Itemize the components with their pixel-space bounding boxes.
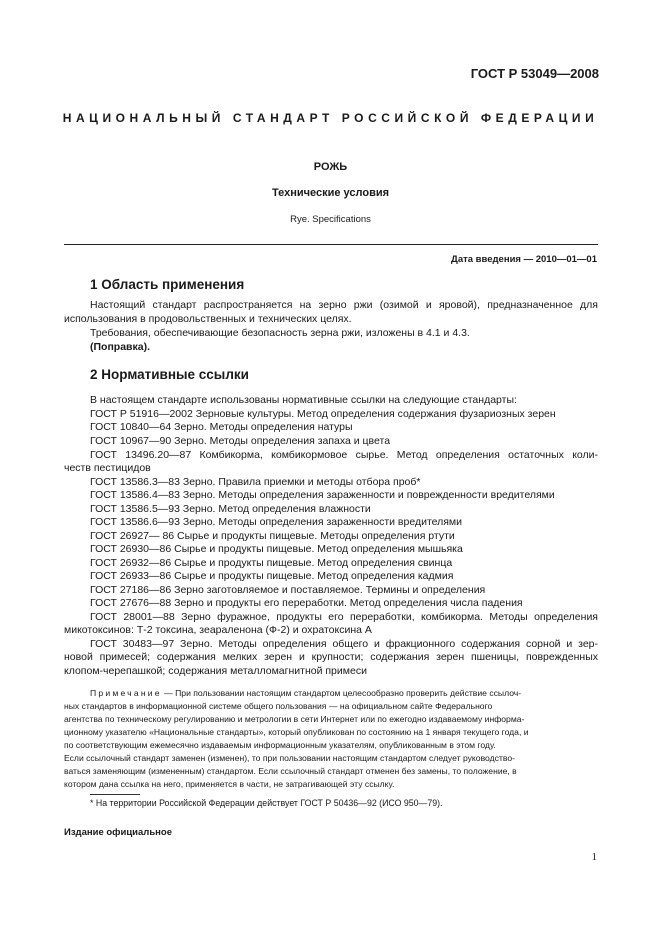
reference-line: ГОСТ 13586.3—83 Зерно. Правила приемки и методы отбора проб* [90,476,421,488]
reference-line: ГОСТ 30483—97 Зерно. Методы определения общего и фракционного содержания сорной и зер- [90,638,598,650]
reference-line: ГОСТ 13586.5—93 Зерно. Метод определения влажности [90,503,371,515]
reference-line: ГОСТ 13586.4—83 Зерно. Методы определения зараженности и поврежденности вредителями [90,489,555,501]
document-code: ГОСТ Р 53049—2008 [470,66,599,81]
note-line: котором дана ссылка на него, применяется в части, не затрагивающей эту ссылку. [64,779,395,789]
footnote: * На территории Российской Федерации действует ГОСТ Р 50436—92 (ИСО 950—79). [90,798,443,808]
national-standard-banner: НАЦИОНАЛЬНЫЙ СТАНДАРТ РОССИЙСКОЙ ФЕДЕРАЦИИ [62,111,599,125]
document-subtitle: Технические условия [271,187,390,199]
note-line: агентства по техническому регулированию и метрологии в сети Интернет или по ежегодно издаваемому информа- [64,714,525,724]
section-2-heading: 2 Нормативные ссылки [90,367,249,382]
reference-line-continued: честв пестицидов [64,462,151,474]
section-1-heading: 1 Область применения [90,277,245,292]
reference-line: ГОСТ 10967—90 Зерно. Методы определения запаха и цвета [90,435,391,447]
reference-line: ГОСТ 13586.6—93 Зерно. Методы определения зараженности вредителями [90,516,463,528]
introduction-date: Дата введения — 2010—01—01 [451,254,597,265]
header-divider [64,244,598,245]
reference-line: ГОСТ 26927— 86 Сырье и продукты пищевые. Методы определения ртути [90,530,455,542]
reference-line-continued: новой примесей; содержания мелких зерен и крупности; содержания зерен пшеницы, поврежденных [64,651,598,663]
note-line: ваться заменяющим (измененным) стандартом. Если ссылочный стандарт отменен без замены, то положение, в [64,766,517,776]
reference-line: ГОСТ 26930—86 Сырье и продукты пищевые. Метод определения мышьяка [90,543,463,555]
section-1-para1-line2: использования в продовольственных и технических целях. [64,313,352,325]
note-label: Примечание [90,688,162,698]
reference-line: ГОСТ 27186—86 Зерно заготовляемое и поставляемое. Термины и определения [90,584,486,596]
official-edition-label: Издание официальное [64,827,172,838]
document-title: РОЖЬ [313,161,348,173]
section-1-para2: Требования, обеспечивающие безопасность зерна ржи, изложены в 4.1 и 4.3. [90,327,470,339]
note-line: ционному указателю «Национальные стандарты», который опубликован по состоянию на 1 января текущего года, и [64,727,529,737]
note-line-first [64,687,598,700]
note-line: Если ссылочный стандарт заменен (изменен), то при пользовании настоящим стандартом следует руководство- [64,753,515,763]
section-2-intro: В настоящем стандарте использованы нормативные ссылки на следующие стандарты: [90,394,517,406]
reference-line: ГОСТ 27676—88 Зерно и продукты его переработки. Метод определения числа падения [90,597,523,609]
page-number: 1 [591,851,597,863]
note-line: ных стандартов в информационной системе общего пользования — на официальном сайте Федерального [64,701,493,711]
reference-line-continued: микотоксинов: Т-2 токсина, зеараленона (Ф-2) и охратоксина А [64,624,372,636]
amendment-mark: (Поправка). [90,341,151,353]
reference-line: ГОСТ 13496.20—87 Комбикорма, комбикормовое сырье. Метод определения остаточных коли- [90,449,598,461]
footnote-divider [90,794,140,795]
reference-line: ГОСТ 26933—86 Сырье и продукты пищевые. Метод определения кадмия [90,570,454,582]
section-1-para1-line1: Настоящий стандарт распространяется на зерно ржи (озимой и яровой), предназначенное для [90,299,598,311]
reference-line: ГОСТ 26932—86 Сырье и продукты пищевые. Метод определения свинца [90,557,453,569]
reference-line: ГОСТ 28001—88 Зерно фуражное, продукты его переработки, комбикорма. Методы определения [90,611,598,623]
note-line: по соответствующим ежемесячно издаваемым информационным указателям, опубликованным в этом году. [64,740,496,750]
note-text: — При пользовании настоящим стандартом целесообразно проверить действие ссылоч- [161,688,522,698]
english-title: Rye. Specifications [290,214,371,225]
reference-line-continued: клопом-черепашкой; содержания металломагнитной примеси [64,665,367,677]
reference-line: ГОСТ Р 51916—2002 Зерновые культуры. Метод определения содержания фузариозных зерен [90,408,556,420]
reference-line: ГОСТ 10840—64 Зерно. Методы определения натуры [90,421,353,433]
